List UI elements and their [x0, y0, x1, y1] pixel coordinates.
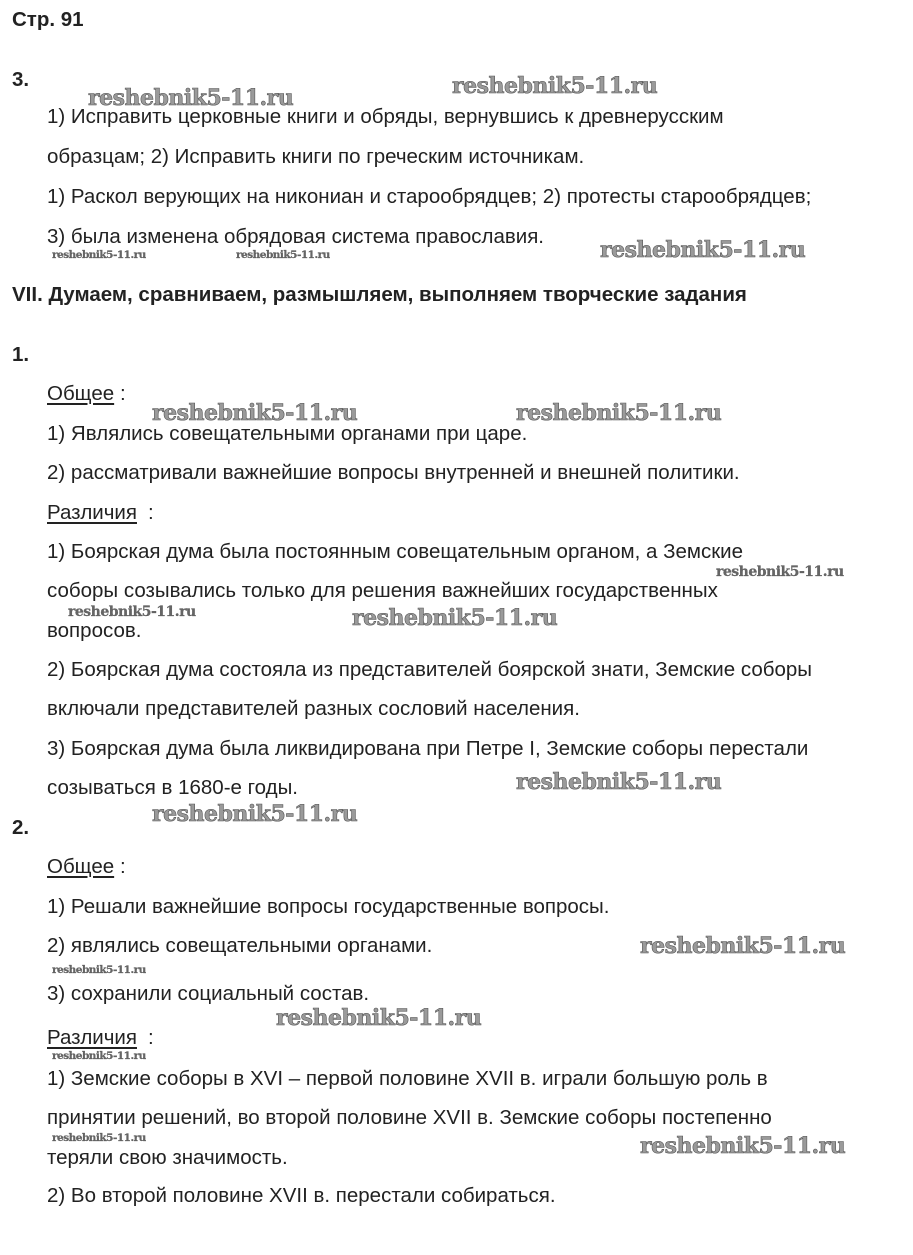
- watermark: reshebnik5-11.ru: [640, 1133, 846, 1159]
- text-line: 1) Боярская дума была постоянным совещательным органом, а Земские: [47, 540, 744, 563]
- text-line: 2) рассматривали важнейшие вопросы внутренней и внешней политики.: [47, 461, 740, 484]
- text-line: включали представителей разных сословий населения.: [47, 697, 580, 720]
- text-line: 1) Решали важнейшие вопросы государственные вопросы.: [47, 895, 610, 918]
- watermark: reshebnik5-11.ru: [236, 249, 330, 261]
- task-number: 3.: [12, 68, 30, 91]
- text-line: 1) Являлись совещательными органами при царе.: [47, 422, 528, 445]
- text-line: соборы созывались только для решения важнейших государственных: [47, 579, 718, 602]
- text-line: теряли свою значимость.: [47, 1146, 288, 1169]
- watermark: reshebnik5-11.ru: [152, 801, 358, 827]
- text-line: 3) сохранили социальный состав.: [47, 982, 370, 1005]
- section-heading: VII. Думаем, сравниваем, размышляем, выполняем творческие задания: [12, 283, 747, 306]
- watermark: reshebnik5-11.ru: [452, 73, 658, 99]
- text-line: 2) Боярская дума состояла из представителей боярской знати, Земские соборы: [47, 658, 813, 681]
- watermark: reshebnik5-11.ru: [152, 400, 358, 426]
- watermark: reshebnik5-11.ru: [276, 1005, 482, 1031]
- text-line: 1) Раскол верующих на никониан и старообрядцев; 2) протесты старообрядцев;: [47, 185, 812, 208]
- watermark: reshebnik5-11.ru: [516, 769, 722, 795]
- watermark: reshebnik5-11.ru: [88, 85, 294, 111]
- common-label: Общее: [47, 855, 115, 878]
- watermark: reshebnik5-11.ru: [68, 604, 196, 620]
- watermark: reshebnik5-11.ru: [716, 564, 844, 580]
- watermark: reshebnik5-11.ru: [600, 237, 806, 263]
- text-line: 1) Исправить церковные книги и обряды, вернувшись к древнерусским: [47, 105, 724, 128]
- watermark: reshebnik5-11.ru: [352, 605, 558, 631]
- watermark: reshebnik5-11.ru: [52, 249, 146, 261]
- watermark: reshebnik5-11.ru: [52, 1050, 146, 1062]
- page-label: Стр. 91: [12, 8, 84, 31]
- text-line: 2) Во второй половине XVII в. перестали собираться.: [47, 1184, 556, 1207]
- watermark: reshebnik5-11.ru: [640, 933, 846, 959]
- text-line: образцам; 2) Исправить книги по греческим источникам.: [47, 145, 585, 168]
- text-line: 3) была изменена обрядовая система православия.: [47, 225, 544, 248]
- differences-label: Различия: [47, 501, 137, 524]
- task-number: 1.: [12, 343, 30, 366]
- watermark: reshebnik5-11.ru: [52, 1132, 146, 1144]
- text-line: 2) являлись совещательными органами.: [47, 934, 433, 957]
- differences-label: Различия: [47, 1026, 137, 1049]
- text-line: вопросов.: [47, 619, 142, 642]
- task-number: 2.: [12, 816, 30, 839]
- text-line: принятии решений, во второй половине XVII в. Земские соборы постепенно: [47, 1106, 772, 1129]
- watermark: reshebnik5-11.ru: [52, 964, 146, 976]
- text-line: 3) Боярская дума была ликвидирована при Петре I, Земские соборы перестали: [47, 737, 809, 760]
- document-page: Стр. 91 3. 1) Исправить церковные книги и обряды, вернувшись к древнерусским образцам; 2) Исправить книги по греческим источникам. 1) Раскол верующих на никониан и старообрядцев; 2) протесты старообрядцев; 3) была изменена обрядовая система православия. VII. Думаем, сравниваем, размышляем, выполняем творческие задания 1. Общее : 1) Являлись совещательными органами при царе. 2) рассматривали важнейшие вопросы внутренней и внешней политики. Различия : 1) Боярская дума была постоянным совещательным органом, а Земские соборы созывались только для решения важнейших государственных вопросов. 2) Боярская дума состояла из представителей боярской знати, Земские соборы включали представителей разных сословий населения. 3) Боярская дума была ликвидирована при Петре I, Земские соборы перестали созываться в 1680-е годы. 2. Общее : 1) Решали важнейшие вопросы государственные вопросы. 2) являлись совещательными органами. 3) сохранили социальный состав. Различия : 1) Земские соборы в XVI – первой половине XVII в. играли большую роль в принятии решений, во второй половине XVII в. Земские соборы постепенно теряли свою значимость. 2) Во второй половине XVII в. перестали собираться. reshebnik5-11.ru reshebnik5-11.ru reshebnik5-11.ru reshebnik5-11.ru reshebnik5-11.ru reshebnik5-11.ru reshebnik5-11.ru reshebnik5-11.ru reshebnik5-11.ru reshebnik5-11.ru reshebnik5-11.ru reshebnik5-11.ru reshebnik5-11.ru reshebnik5-11.ru reshebnik5-11.ru reshebnik5-11.ru reshebnik5-11.ru reshebnik5-11.ru: [0, 0, 913, 1255]
- text-line: созываться в 1680-е годы.: [47, 776, 298, 799]
- common-label: Общее: [47, 382, 115, 405]
- watermark: reshebnik5-11.ru: [516, 400, 722, 426]
- text-line: 1) Земские соборы в XVI – первой половине XVII в. играли большую роль в: [47, 1067, 768, 1090]
